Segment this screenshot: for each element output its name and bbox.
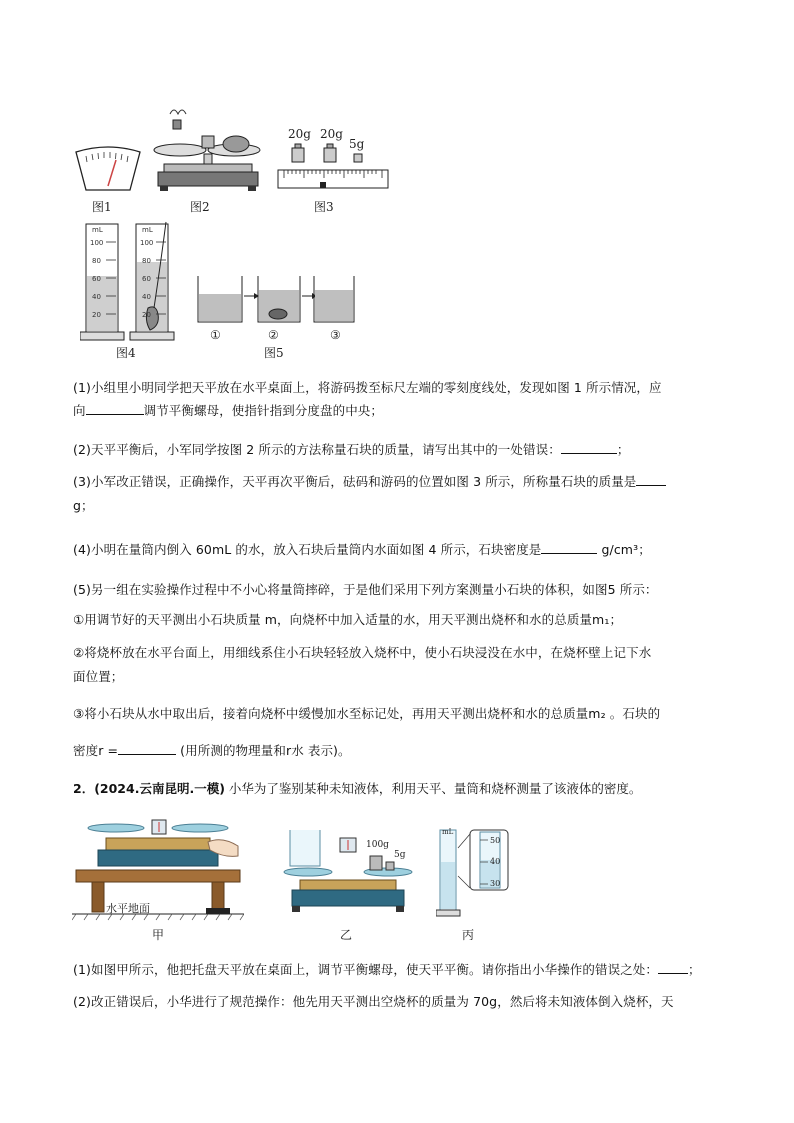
figure-5-beakers: [192, 272, 356, 328]
figure-bing-caption: 丙: [462, 928, 475, 942]
weight-label-1: 20g: [288, 127, 311, 141]
q2-part1-end: ；: [688, 962, 701, 977]
figure-4-cylinders: [80, 220, 176, 344]
beaker-label-1: ①: [210, 328, 221, 342]
answer-blank-6[interactable]: [658, 961, 688, 974]
svg-text:100: 100: [90, 239, 104, 247]
beaker-label-2: ②: [268, 328, 279, 342]
answer-blank-1[interactable]: [86, 402, 144, 415]
figure-yi-caption: 乙: [340, 928, 353, 942]
q1-step2-line1: ②将烧杯放在水平台面上，用细线系住小石块轻轻放入烧杯中，使小石块浸没在水中，在烧杯壁上记下水: [73, 645, 652, 660]
q2-number: 2．: [73, 781, 95, 796]
q1-step3: ③将小石块从水中取出后，接着向烧杯中缓慢加水至标记处，再用天平测出烧杯和水的总质量m₂ 。石块的: [73, 706, 661, 721]
q2-header: [73, 779, 641, 797]
weight-label-3: 5g: [349, 137, 365, 151]
q1-part3-text: (3)小军改正错误，正确操作，天平再次平衡后，砝码和游码的位置如图 3 所示，所称量石块的质量是: [73, 474, 637, 489]
q1-part2-end: ；: [616, 442, 630, 457]
q1-part5: (5)另一组在实验操作过程中不小心将量筒摔碎，于是他们采用下列方案测量小石块的体积，如图5 所示：: [73, 582, 658, 597]
q1-part1-pre: 向: [73, 403, 86, 418]
beaker-label-3: ③: [330, 328, 341, 342]
figure-2-caption: 图2: [190, 200, 210, 214]
cyl-tick-50: 50: [490, 836, 501, 845]
svg-text:60: 60: [92, 275, 101, 283]
q1-step2-line2: 面位置；: [73, 669, 124, 684]
svg-text:mL: mL: [92, 226, 103, 234]
svg-text:80: 80: [92, 257, 101, 265]
cyl-tick-40: 40: [490, 857, 501, 866]
q1-part3-line1: [73, 472, 666, 492]
cyl-unit: mL: [442, 828, 454, 836]
svg-text:100: 100: [140, 239, 154, 247]
q1-part3-line2: g；: [73, 498, 94, 513]
q2-stem: 小华为了鉴别某种未知液体，利用天平、量筒和烧杯测量了该液体的密度。: [228, 781, 642, 796]
q1-step1: ①用调节好的天平测出小石块质量 m，向烧杯中加入适量的水，用天平测出烧杯和水的总质量m₁；: [73, 612, 623, 627]
svg-text:60: 60: [142, 275, 151, 283]
figure-2-balance: [150, 106, 266, 194]
q1-part4: [73, 540, 651, 560]
figure-jia-caption: 甲: [152, 928, 165, 942]
svg-text:20: 20: [142, 311, 151, 319]
q2-part1-text: (1)如图甲所示，他把托盘天平放在桌面上，调节平衡螺母，使天平平衡。请你指出小华操作的错误之处：: [73, 962, 659, 977]
q1-part1-line2: [73, 401, 383, 421]
q1-part1-post: 调节平衡螺母，使指针指到分度盘的中央；: [143, 403, 384, 418]
answer-blank-3[interactable]: [636, 473, 666, 486]
figure-yi-balance-beaker: [280, 830, 416, 920]
answer-blank-5[interactable]: [118, 742, 176, 755]
q1-part4-text: (4)小明在量筒内倒入 60mL 的水，放入石块后量筒内水面如图 4 所示，石块密度是: [73, 542, 542, 557]
figure-3-weights-ruler: [276, 142, 391, 192]
weight-100g: 100g: [366, 840, 389, 850]
weight-label-2: 20g: [320, 127, 343, 141]
figure-bing-cylinder: [436, 826, 512, 920]
svg-text:40: 40: [92, 293, 101, 301]
figure-4-caption: 图4: [116, 346, 136, 360]
q2-part1: [73, 960, 701, 980]
q1-density-pre: 密度r =: [73, 743, 119, 758]
q1-density-line: [73, 741, 351, 761]
svg-text:mL: mL: [142, 226, 153, 234]
q1-density-post: (用所测的物理量和r水 表示)。: [180, 743, 351, 758]
answer-blank-2[interactable]: [561, 441, 617, 454]
q1-part1-line1: (1)小组里小明同学把天平放在水平桌面上，将游码拨至标尺左端的零刻度线处，发现如图 1 所示情况，应: [73, 380, 662, 395]
weight-5g: 5g: [394, 850, 406, 860]
cyl-tick-30: 30: [490, 879, 501, 888]
q1-part2-text: (2)天平平衡后，小军同学按图 2 所示的方法称量石块的质量，请写出其中的一处错误：: [73, 442, 561, 457]
answer-blank-4[interactable]: [541, 541, 597, 554]
figure-jia-balance-table: [72, 812, 244, 924]
svg-text:40: 40: [142, 293, 151, 301]
q2-source: (2024.云南昆明.一模): [94, 781, 225, 796]
q1-part4-unit: g/cm³；: [601, 542, 651, 557]
figure-1-dial: [72, 146, 144, 194]
q2-part2: (2)改正错误后，小华进行了规范操作：他先用天平测出空烧杯的质量为 70g，然后将未知液体倒入烧杯，天: [73, 994, 674, 1009]
figure-3-caption: 图3: [314, 200, 334, 214]
svg-text:20: 20: [92, 311, 101, 319]
svg-text:80: 80: [142, 257, 151, 265]
q1-part2: [73, 440, 629, 460]
figure-1-caption: 图1: [92, 200, 112, 214]
figure-5-caption: 图5: [264, 346, 284, 360]
ground-label: 水平地面: [106, 902, 150, 915]
